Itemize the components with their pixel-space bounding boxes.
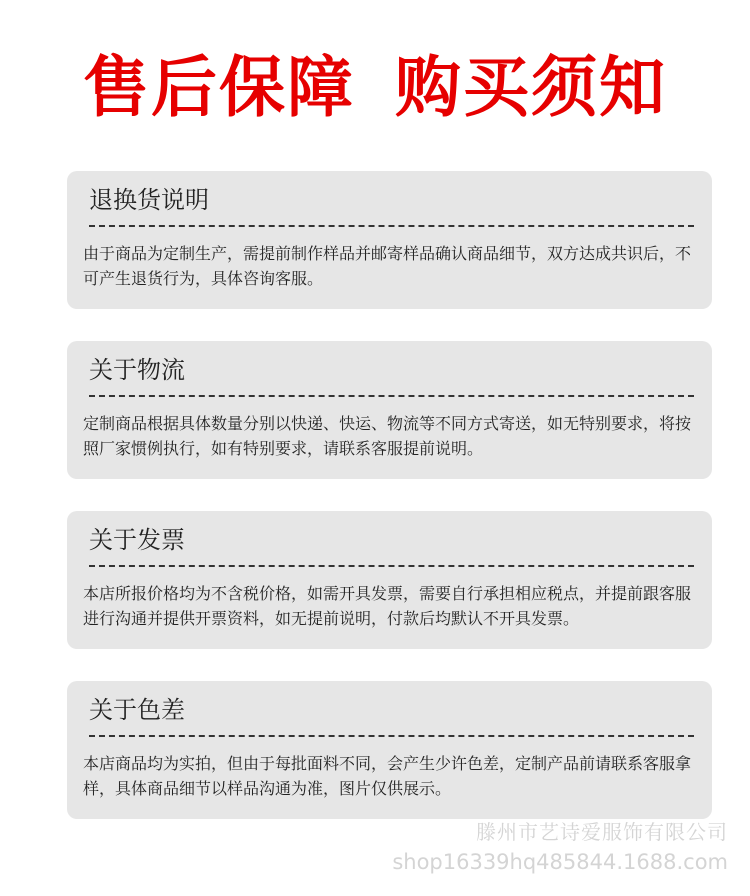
section-body: 由于商品为定制生产，需提前制作样品并邮寄样品确认商品细节，双方达成共识后，不可产生退货行为，具体咨询客服。 [83,244,692,288]
section-body: 定制商品根据具体数量分别以快递、快运、物流等不同方式寄送，如无特别要求，将按照厂家惯例执行，如有特别要求，请联系客服提前说明。 [83,414,692,458]
section-body: 本店商品均为实拍，但由于每批面料不同，会产生少许色差，定制产品前请联系客服拿样，具体商品细节以样品沟通为准，图片仅供展示。 [83,754,692,798]
section-body: 本店所报价格均为不含税价格，如需开具发票，需要自行承担相应税点，并提前跟客服进行沟通并提供开票资料，如无提前说明，付款后均默认不开具发票。 [83,584,692,628]
section-heading: 退换货说明 [89,186,209,214]
section-heading: 关于发票 [89,526,185,554]
section-logistics [67,341,712,479]
section-returns [67,171,712,309]
dashed-divider [89,395,694,397]
dashed-divider [89,225,694,227]
section-heading: 关于色差 [89,696,185,724]
title-after-sales: 售后保障 [83,49,355,126]
title-purchase-notice: 购买须知 [395,49,667,126]
dashed-divider [89,735,694,737]
page-title [0,48,750,128]
dashed-divider [89,565,694,567]
section-color-difference [67,681,712,819]
watermark-company: 滕州市艺诗爱服饰有限公司 [476,820,728,844]
section-heading: 关于物流 [89,356,185,384]
section-invoice [67,511,712,649]
watermark-url: shop16339hq485844.1688.com [392,850,728,874]
